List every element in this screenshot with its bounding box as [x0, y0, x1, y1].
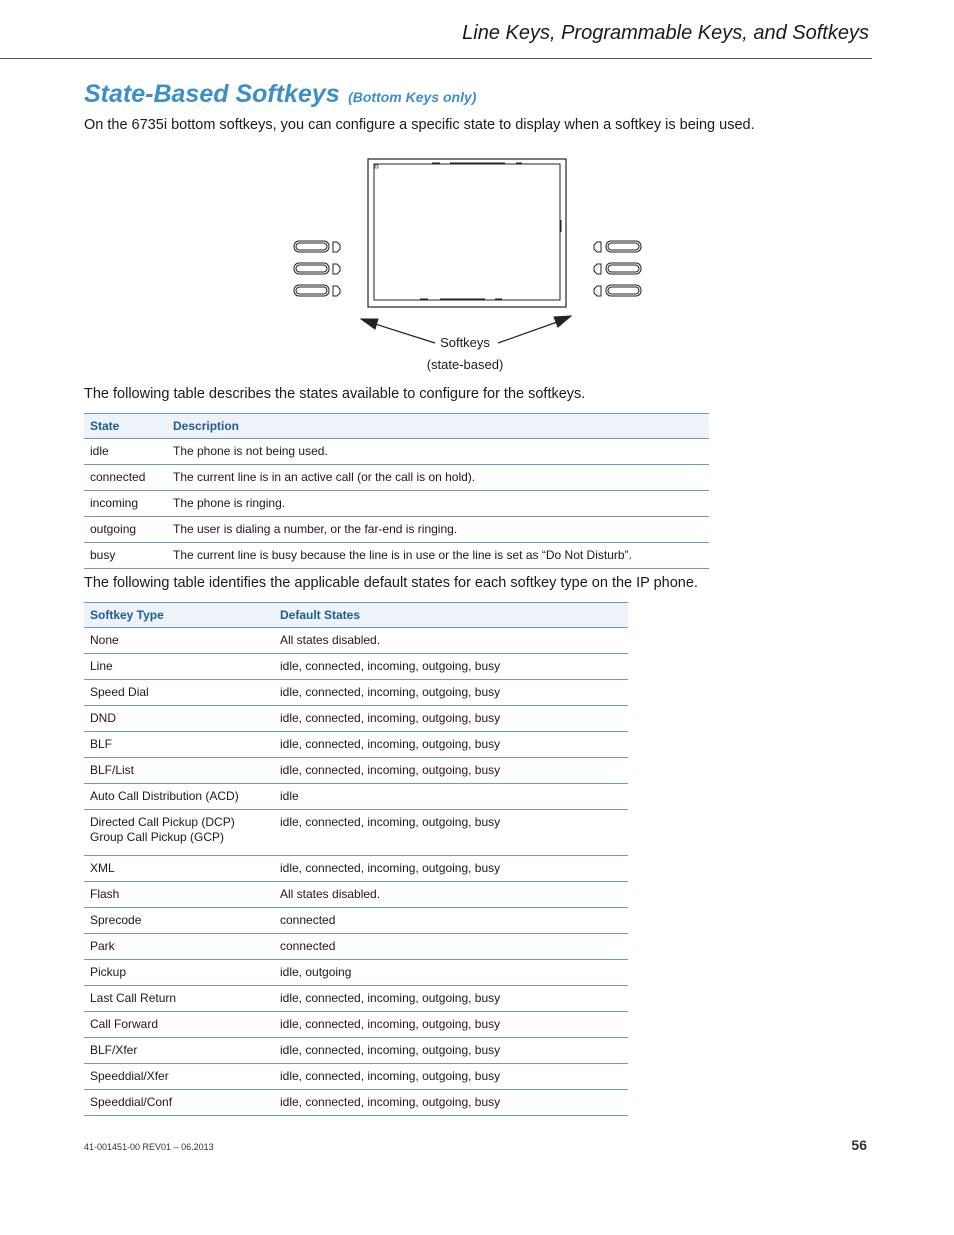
description-cell: The phone is ringing. — [167, 491, 709, 517]
softkey-type-cell: Speeddial/Xfer — [84, 1064, 274, 1090]
column-header-state: State — [84, 414, 167, 439]
softkey-type-cell: BLF/Xfer — [84, 1038, 274, 1064]
display-corner-mark — [375, 165, 378, 168]
section-title-main: State-Based Softkeys — [84, 80, 340, 108]
footer-doc-id: 41-001451-00 REV01 – 06.2013 — [84, 1142, 214, 1152]
softkey-type-cell: Auto Call Distribution (ACD) — [84, 784, 274, 810]
table-row — [84, 784, 628, 810]
table-row — [84, 654, 628, 680]
left-softkey-led-1 — [333, 242, 340, 252]
right-softkey-led-3 — [594, 286, 601, 296]
section-title-subtitle: (Bottom Keys only) — [348, 89, 477, 105]
table-row — [84, 882, 628, 908]
table-row — [84, 465, 709, 491]
display-inner-frame — [374, 164, 560, 300]
softkey-type-cell: Pickup — [84, 960, 274, 986]
states-table — [84, 413, 709, 569]
table-header-row — [84, 414, 709, 439]
table-row — [84, 1038, 628, 1064]
figure-caption-line-2: (state-based) — [426, 357, 504, 372]
default-states-cell: idle, connected, incoming, outgoing, busy — [274, 1064, 628, 1090]
table-row — [84, 680, 628, 706]
description-cell: The phone is not being used. — [167, 439, 709, 465]
table-row — [84, 986, 628, 1012]
left-softkey-led-2 — [333, 264, 340, 274]
right-softkeys — [594, 241, 641, 296]
header-rule — [0, 58, 872, 59]
default-states-cell: idle, connected, incoming, outgoing, busy — [274, 732, 628, 758]
table-row — [84, 517, 709, 543]
default-states-cell: idle, connected, incoming, outgoing, busy — [274, 758, 628, 784]
table-row — [84, 628, 628, 654]
section-title — [84, 80, 476, 109]
state-cell: connected — [84, 465, 167, 491]
default-states-cell: idle, connected, incoming, outgoing, busy — [274, 654, 628, 680]
table-row — [84, 1012, 628, 1038]
state-cell: idle — [84, 439, 167, 465]
table-row — [84, 439, 709, 465]
default-states-cell: All states disabled. — [274, 882, 628, 908]
intro-paragraph: On the 6735i bottom softkeys, you can configure a specific state to display when a softkey is being used. — [84, 117, 755, 133]
table-row — [84, 706, 628, 732]
table-row — [84, 1064, 628, 1090]
softkey-type-cell: XML — [84, 856, 274, 882]
softkey-type-cell: Line — [84, 654, 274, 680]
state-cell: busy — [84, 543, 167, 569]
default-states-cell: idle, connected, incoming, outgoing, busy — [274, 986, 628, 1012]
softkey-type-cell: BLF/List — [84, 758, 274, 784]
softkey-type-cell — [84, 810, 274, 856]
table-row — [84, 732, 628, 758]
table-row — [84, 856, 628, 882]
table-row — [84, 934, 628, 960]
default-states-cell: connected — [274, 934, 628, 960]
default-states-cell: idle, connected, incoming, outgoing, busy — [274, 680, 628, 706]
default-states-cell: All states disabled. — [274, 628, 628, 654]
table-row — [84, 543, 709, 569]
softkey-type-cell: None — [84, 628, 274, 654]
softkey-type-cell: Call Forward — [84, 1012, 274, 1038]
default-states-cell: idle, connected, incoming, outgoing, busy — [274, 1038, 628, 1064]
default-states-cell: idle, connected, incoming, outgoing, busy — [274, 1012, 628, 1038]
softkey-type-line: Directed Call Pickup (DCP) — [90, 815, 235, 829]
column-header-softkey-type: Softkey Type — [84, 603, 274, 628]
states-intro-paragraph: The following table describes the states available to configure for the softkeys. — [84, 386, 586, 402]
table-row — [84, 491, 709, 517]
right-softkey-led-2 — [594, 264, 601, 274]
softkey-type-cell: Speed Dial — [84, 680, 274, 706]
default-states-cell: idle, connected, incoming, outgoing, busy — [274, 810, 628, 856]
softkey-type-cell: Sprecode — [84, 908, 274, 934]
default-states-cell: idle, outgoing — [274, 960, 628, 986]
softkey-type-cell: DND — [84, 706, 274, 732]
softkey-type-cell: Park — [84, 934, 274, 960]
softkey-type-line: Group Call Pickup (GCP) — [90, 830, 225, 844]
description-cell: The current line is in an active call (or the call is on hold). — [167, 465, 709, 491]
column-header-default-states: Default States — [274, 603, 628, 628]
page-number: 56 — [851, 1137, 867, 1153]
table-row — [84, 960, 628, 986]
figure-caption — [380, 332, 550, 376]
left-softkey-led-3 — [333, 286, 340, 296]
right-softkey-led-1 — [594, 242, 601, 252]
display-outer-frame — [368, 159, 566, 307]
left-softkeys — [294, 241, 340, 296]
table-row — [84, 810, 628, 856]
default-states-cell: idle, connected, incoming, outgoing, busy — [274, 706, 628, 732]
default-states-cell: idle, connected, incoming, outgoing, busy — [274, 1090, 628, 1116]
table-row — [84, 1090, 628, 1116]
default-states-cell: idle, connected, incoming, outgoing, busy — [274, 856, 628, 882]
figure-caption-line-1: Softkeys — [440, 335, 490, 350]
state-cell: outgoing — [84, 517, 167, 543]
softkey-type-cell: Last Call Return — [84, 986, 274, 1012]
description-cell: The current line is busy because the line is in use or the line is set as “Do Not Disturb”. — [167, 543, 709, 569]
table-row — [84, 908, 628, 934]
softkey-type-cell: Flash — [84, 882, 274, 908]
description-cell: The user is dialing a number, or the far-end is ringing. — [167, 517, 709, 543]
column-header-description: Description — [167, 414, 709, 439]
default-states-cell: connected — [274, 908, 628, 934]
running-head: Line Keys, Programmable Keys, and Softkeys — [462, 22, 869, 44]
table-row — [84, 758, 628, 784]
table-header-row — [84, 603, 628, 628]
default-states-cell: idle — [274, 784, 628, 810]
softkey-type-cell: Speeddial/Conf — [84, 1090, 274, 1116]
default-states-table — [84, 602, 628, 1116]
softkey-type-cell: BLF — [84, 732, 274, 758]
state-cell: incoming — [84, 491, 167, 517]
defaults-intro-paragraph: The following table identifies the applicable default states for each softkey type on the IP phone. — [84, 575, 698, 591]
